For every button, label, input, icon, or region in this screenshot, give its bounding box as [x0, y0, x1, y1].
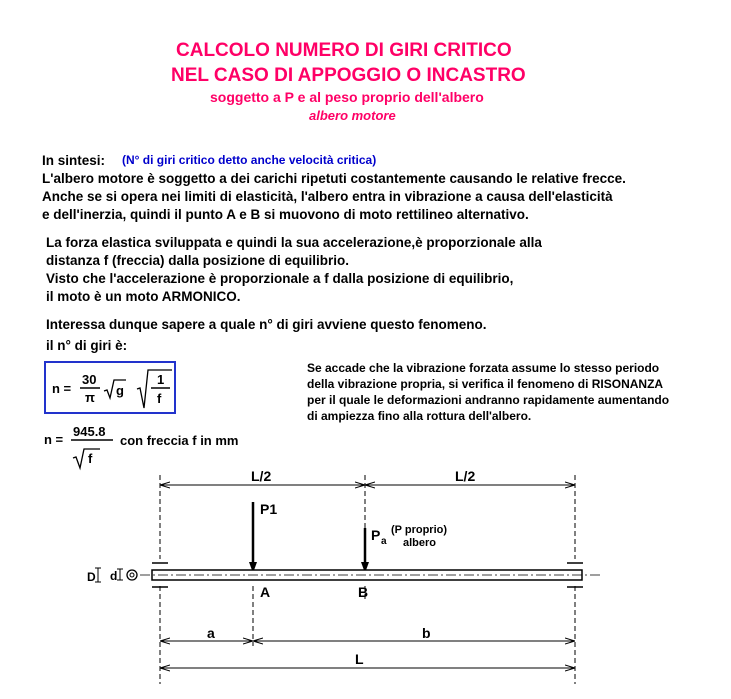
formula2-lhs: n = — [44, 432, 64, 447]
para3-line: Interessa dunque sapere a quale n° di giri avviene questo fenomeno. — [46, 317, 487, 332]
formula-label: il n° di giri è: — [46, 338, 128, 353]
resonance-line-2: della vibrazione propria, si verifica il fenomeno di RISONANZA — [307, 377, 664, 391]
label-dim-b: b — [422, 625, 431, 641]
resonance-line-1: Se accade che la vibrazione forzata assume lo stesso periodo — [307, 361, 660, 375]
para2-line-1: La forza elastica sviluppata e quindi la sua accelerazione,è proporzionale alla — [46, 235, 542, 250]
label-dia-small: d — [110, 569, 118, 583]
diameter-symbol-icon — [127, 570, 137, 580]
label-pa: P — [371, 527, 381, 543]
title-line-1: CALCOLO NUMERO DI GIRI CRITICO — [176, 40, 512, 61]
resonance-line-3: per il quale le deformazioni andranno rapidamente aumentando — [307, 393, 670, 407]
intro-note: (N° di giri critico detto anche velocità critica) — [122, 153, 377, 167]
formula-1 — [44, 361, 176, 414]
subtitle: soggetto a P e al peso proprio dell'albero — [210, 89, 484, 105]
formula1-lhs: n = — [52, 381, 72, 396]
label-dim-a: a — [207, 625, 215, 641]
para2-line-3: Visto che l'accelerazione è proporzionale a f dalla posizione di equilibrio, — [46, 271, 514, 286]
intro-label: In sintesi: — [42, 153, 106, 168]
formula1-f: f — [157, 391, 162, 406]
label-p1: P1 — [260, 501, 278, 517]
formula2-tail: con freccia f in mm — [120, 433, 239, 448]
formula1-den: π — [85, 390, 95, 405]
label-pa-note2: albero — [403, 537, 437, 549]
formula1-num: 30 — [82, 372, 97, 387]
resonance-line-4: di ampiezza fino alla rottura dell'albero. — [307, 409, 532, 423]
para2-line-2: distanza f (freccia) dalla posizione di equilibrio. — [46, 253, 350, 268]
para2-line-4: il moto è un moto ARMONICO. — [46, 289, 241, 304]
label-dia-big: D — [87, 570, 96, 584]
label-pa-sub: a — [381, 536, 387, 547]
subtitle-albero: albero motore — [309, 108, 396, 123]
label-point-b: B — [358, 584, 369, 600]
label-dim-l: L — [355, 651, 364, 667]
formula2-f: f — [88, 451, 93, 466]
label-l2-right: L/2 — [455, 468, 476, 484]
formula1-g: g — [116, 383, 124, 398]
formula2-num: 945.8 — [73, 424, 106, 439]
formula1-one: 1 — [157, 372, 165, 387]
label-pa-note1: (P proprio) — [391, 524, 448, 536]
title-line-2: NEL CASO DI APPOGGIO O INCASTRO — [171, 65, 526, 86]
shaft-diagram — [0, 460, 731, 699]
label-point-a: A — [260, 584, 271, 600]
label-l2-left: L/2 — [251, 468, 272, 484]
intro-line-1: L'albero motore è soggetto a dei carichi ripetuti costantemente causando le relative frecce. — [42, 171, 626, 186]
intro-line-3: e dell'inerzia, quindi il punto A e B si muovono di moto rettilineo alternativo. — [42, 207, 529, 222]
intro-line-2: Anche se si opera nei limiti di elasticità, l'albero entra in vibrazione a causa dell'elasticità — [42, 189, 613, 204]
sqrt-frac-sign — [137, 370, 172, 408]
